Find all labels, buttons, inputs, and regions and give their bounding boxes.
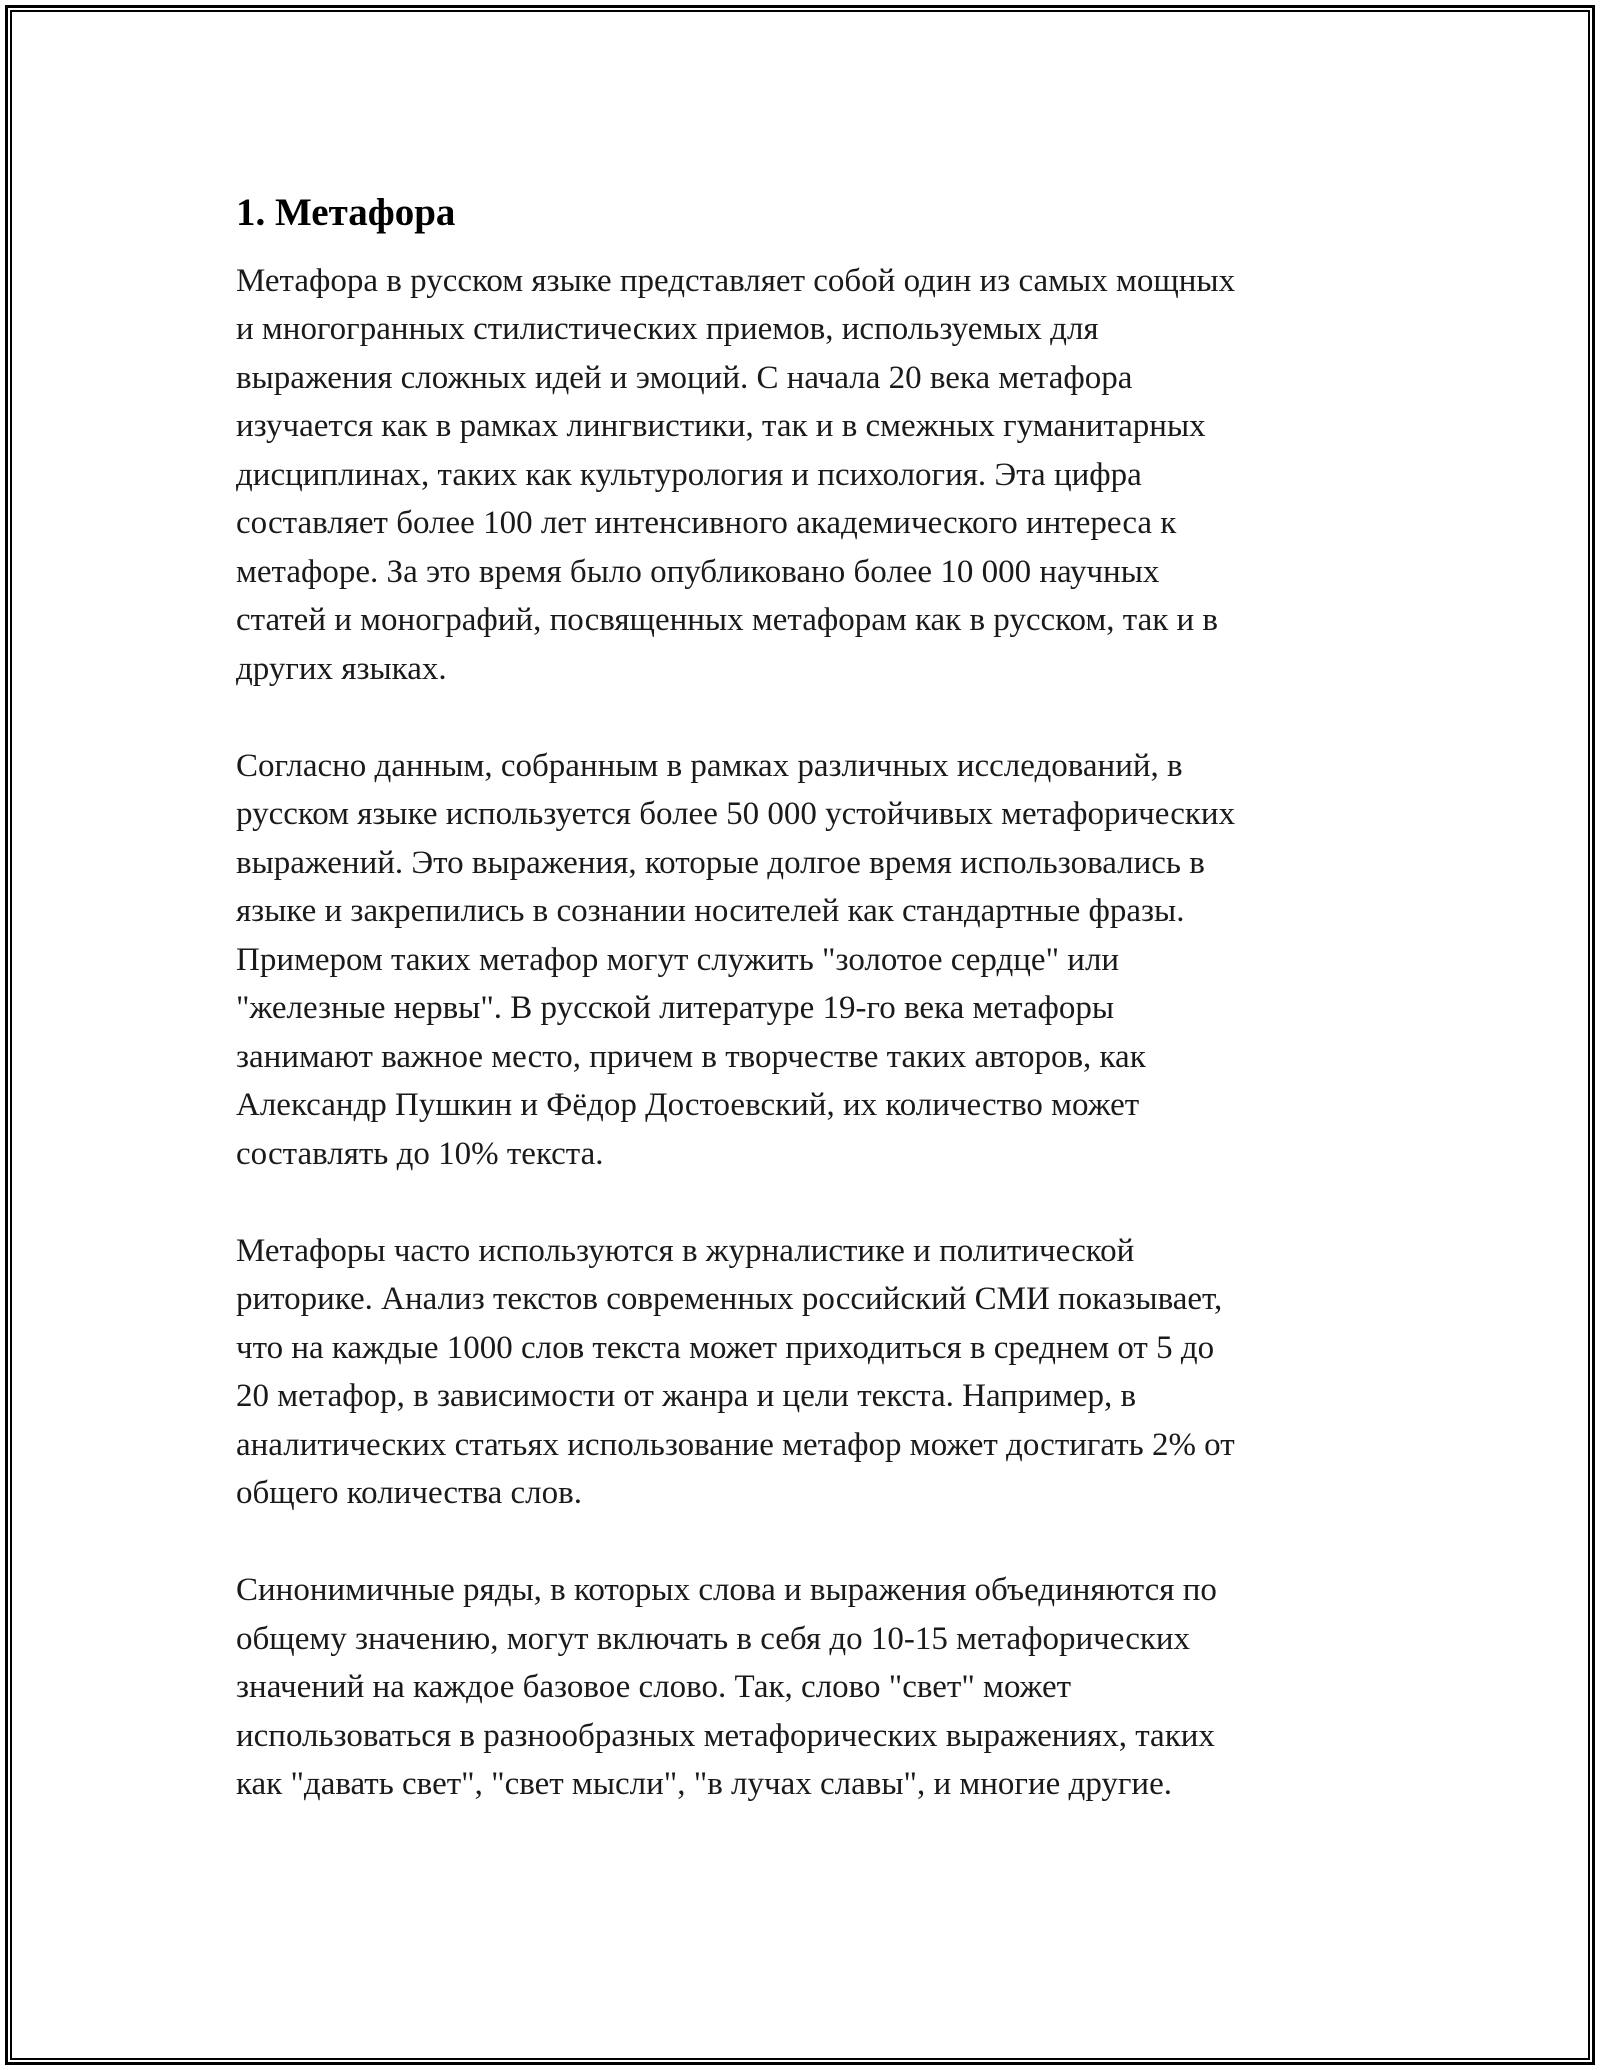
text-line: и многогранных стилистических приемов, используемых для (236, 311, 1099, 348)
text-line: общему значению, могут включать в себя до 10-15 метафорических (236, 1620, 1191, 1657)
text-line: Александр Пушкин и Фёдор Достоевский, их количество может (236, 1087, 1140, 1124)
text-line: Синонимичные ряды, в которых слова и выражения объединяются по (236, 1572, 1217, 1609)
text-line: метафоре. За это время было опубликовано более 10 000 научных (236, 553, 1160, 590)
text-line: русском языке используется более 50 000 устойчивых метафорических (236, 796, 1236, 833)
document-body (236, 180, 1366, 1809)
paragraph-3 (236, 1227, 1366, 1518)
text-line: составлять до 10% текста. (236, 1135, 604, 1172)
text-line: Примером таких метафор могут служить "золотое сердце" или (236, 941, 1120, 978)
text-line: Метафоры часто используются в журналистике и политической (236, 1232, 1135, 1269)
text-line: занимают важное место, причем в творчестве таких авторов, как (236, 1038, 1146, 1075)
text-line: риторике. Анализ текстов современных российский СМИ показывает, (236, 1281, 1223, 1318)
text-line: изучается как в рамках лингвистики, так и в смежных гуманитарных (236, 408, 1206, 445)
text-line: составляет более 100 лет интенсивного академического интереса к (236, 505, 1177, 542)
text-line: Согласно данным, собранным в рамках различных исследований, в (236, 747, 1183, 784)
text-line: аналитических статьях использование метафор может достигать 2% от (236, 1426, 1235, 1463)
section-title: 1. Метафора (236, 191, 456, 234)
text-line: других языках. (236, 650, 447, 687)
text-line: Метафора в русском языке представляет собой один из самых мощных (236, 262, 1236, 299)
text-line: статей и монографий, посвященных метафорам как в русском, так и в (236, 602, 1219, 639)
text-line: использоваться в разнообразных метафорических выражениях, таких (236, 1717, 1215, 1754)
text-line: дисциплинах, таких как культурология и психология. Эта цифра (236, 456, 1142, 493)
paragraph-2 (236, 742, 1366, 1179)
text-line: общего количества слов. (236, 1475, 582, 1512)
text-line: выражений. Это выражения, которые долгое время использовались в (236, 844, 1205, 881)
text-line: как "давать свет", "свет мысли", "в лучах славы", и многие другие. (236, 1766, 1172, 1803)
text-line: языке и закрепились в сознании носителей как стандартные фразы. (236, 893, 1185, 930)
text-line: выражения сложных идей и эмоций. С начала 20 века метафора (236, 359, 1133, 396)
text-line: 20 метафор, в зависимости от жанра и цели текста. Например, в (236, 1378, 1137, 1415)
paragraph-4 (236, 1566, 1366, 1809)
text-line: что на каждые 1000 слов текста может приходиться в среднем от 5 до (236, 1329, 1215, 1366)
paragraph-1 (236, 257, 1366, 694)
text-line: значений на каждое базовое слово. Так, слово "свет" может (236, 1669, 1072, 1706)
text-line: "железные нервы". В русской литературе 19-го века метафоры (236, 990, 1115, 1027)
